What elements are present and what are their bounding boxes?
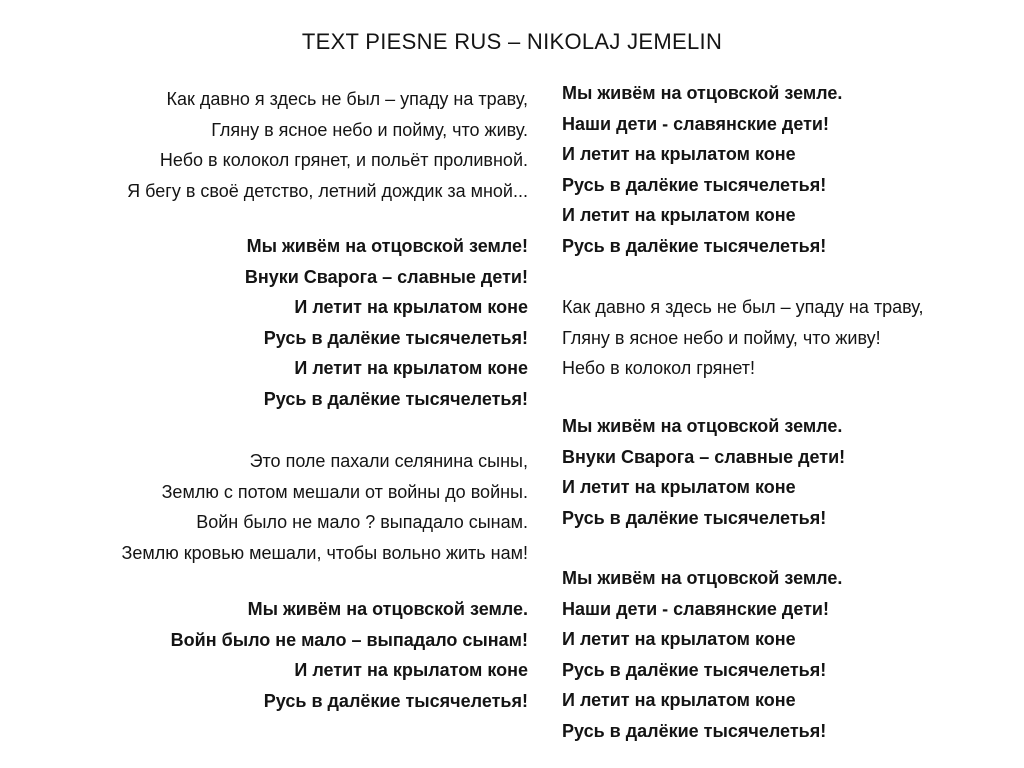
lyric-line: И летит на крылатом коне (562, 144, 796, 164)
lyric-line: И летит на крылатом коне (294, 660, 528, 680)
lyric-line: И летит на крылатом коне (562, 477, 796, 497)
lyric-line: Как давно я здесь не был – упаду на траву, (166, 89, 528, 109)
lyric-line: Русь в далёкие тысячелетья! (562, 659, 827, 680)
left-stanza-1 (0, 84, 528, 206)
lyric-line: И летит на крылатом коне (562, 205, 796, 225)
lyric-line: Наши дети - славянские дети! (562, 598, 829, 619)
lyric-line: Небо в колокол грянет, и польёт проливной. (159, 150, 528, 170)
lyric-line: Русь в далёкие тысячелетья! (562, 174, 827, 195)
lyric-line: И летит на крылатом коне (294, 297, 528, 317)
lyric-line: Землю кровью мешали, чтобы вольно жить нам! (121, 542, 528, 563)
lyric-line: Войн было не мало ? выпадало сынам. (196, 512, 528, 532)
lyric-line: Гляну в ясное небо и пойму, что живу! (562, 327, 881, 348)
lyric-line: Как давно я здесь не был – упаду на траву, (562, 297, 924, 317)
lyric-line: Внуки Сварога – славные дети! (562, 446, 846, 467)
lyric-line: Русь в далёкие тысячелетья! (562, 507, 827, 528)
lyric-line: Землю с потом мешали от войны до войны. (161, 481, 528, 502)
lyric-line: Наши дети - славянские дети! (562, 113, 829, 134)
lyric-line: Русь в далёкие тысячелетья! (263, 690, 528, 711)
right-stanza-2 (562, 292, 1002, 384)
lyric-line: Мы живём на отцовской земле. (247, 599, 528, 619)
lyric-line: Русь в далёкие тысячелетья! (562, 235, 827, 256)
lyric-line: Мы живём на отцовской земле. (562, 568, 843, 588)
left-stanza-2-chorus (0, 231, 528, 414)
left-stanza-3 (0, 446, 528, 568)
lyric-line: Русь в далёкие тысячелетья! (263, 327, 528, 348)
lyric-line: Небо в колокол грянет! (562, 358, 756, 378)
lyric-line: Гляну в ясное небо и пойму, что живу. (211, 119, 528, 140)
right-stanza-3-chorus (562, 411, 1002, 533)
lyric-line: И летит на крылатом коне (562, 629, 796, 649)
lyric-line: И летит на крылатом коне (294, 358, 528, 378)
lyric-line: Я бегу в своё детство, летний дождик за мной... (127, 180, 528, 201)
lyric-line: Внуки Сварога – славные дети! (244, 266, 528, 287)
right-stanza-4-chorus (562, 563, 1002, 746)
lyric-line: Русь в далёкие тысячелетья! (263, 388, 528, 409)
song-title: TEXT PIESNE RUS – NIKOLAJ JEMELIN (301, 29, 723, 54)
lyric-line: Мы живём на отцовской земле. (562, 416, 843, 436)
lyric-line: Мы живём на отцовской земле. (562, 83, 843, 103)
right-stanza-1-chorus (562, 78, 1002, 261)
left-stanza-4-chorus (0, 594, 528, 716)
lyric-line: Русь в далёкие тысячелетья! (562, 720, 827, 741)
lyric-line: И летит на крылатом коне (562, 690, 796, 710)
lyric-line: Мы живём на отцовской земле! (246, 236, 528, 256)
lyric-line: Войн было не мало – выпадало сынам! (170, 629, 528, 650)
lyric-line: Это поле пахали селянина сыны, (249, 451, 528, 471)
